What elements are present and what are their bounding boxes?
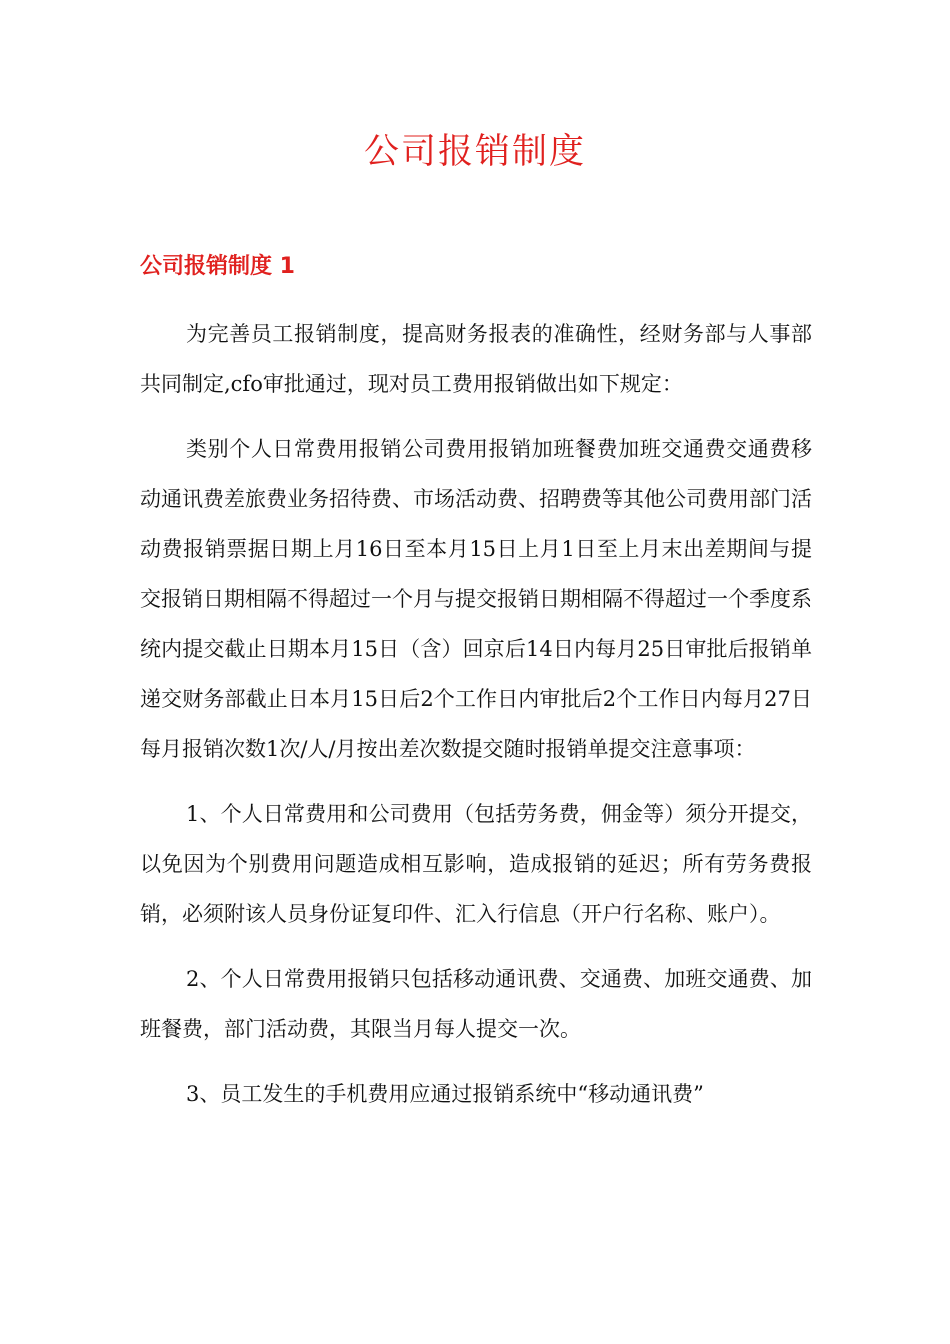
paragraph-rule-3: 3、员工发生的手机费用应通过报销系统中“移动通讯费”: [186, 1082, 704, 1106]
section-heading: 公司报销制度 1: [140, 254, 295, 279]
document-body: [140, 309, 812, 1134]
paragraph-rule-1: 1、个人日常费用和公司费用（包括劳务费，佣金等）须分开提交，以免因为个别费用问题造成相互影响，造成报销的延迟；所有劳务费报销，必须附该人员身份证复印件、汇入行信息（开户行名称、账户）。: [140, 802, 812, 926]
paragraph-intro: 为完善员工报销制度，提高财务报表的准确性，经财务部与人事部共同制定,cfo审批通过，现对员工费用报销做出如下规定：: [140, 322, 812, 396]
paragraph-categories: 类别个人日常费用报销公司费用报销加班餐费加班交通费交通费移动通讯费差旅费业务招待费、市场活动费、招聘费等其他公司费用部门活动费报销票据日期上月16日至本月15日上月1日至上月末出差期间与提交报销日期相隔不得超过一个月与提交报销日期相隔不得超过一个季度系统内提交截止日期本月15日（含）回京后14日内每月25日审批后报销单递交财务部截止日本月15日后2个工作日内审批后2个工作日内每月27日每月报销次数1次/人/月按出差次数提交随时报销单提交注意事项：: [140, 437, 812, 761]
document-title: 公司报销制度: [363, 132, 586, 172]
paragraph-rule-2: 2、个人日常费用报销只包括移动通讯费、交通费、加班交通费、加班餐费，部门活动费，其限当月每人提交一次。: [140, 967, 812, 1041]
